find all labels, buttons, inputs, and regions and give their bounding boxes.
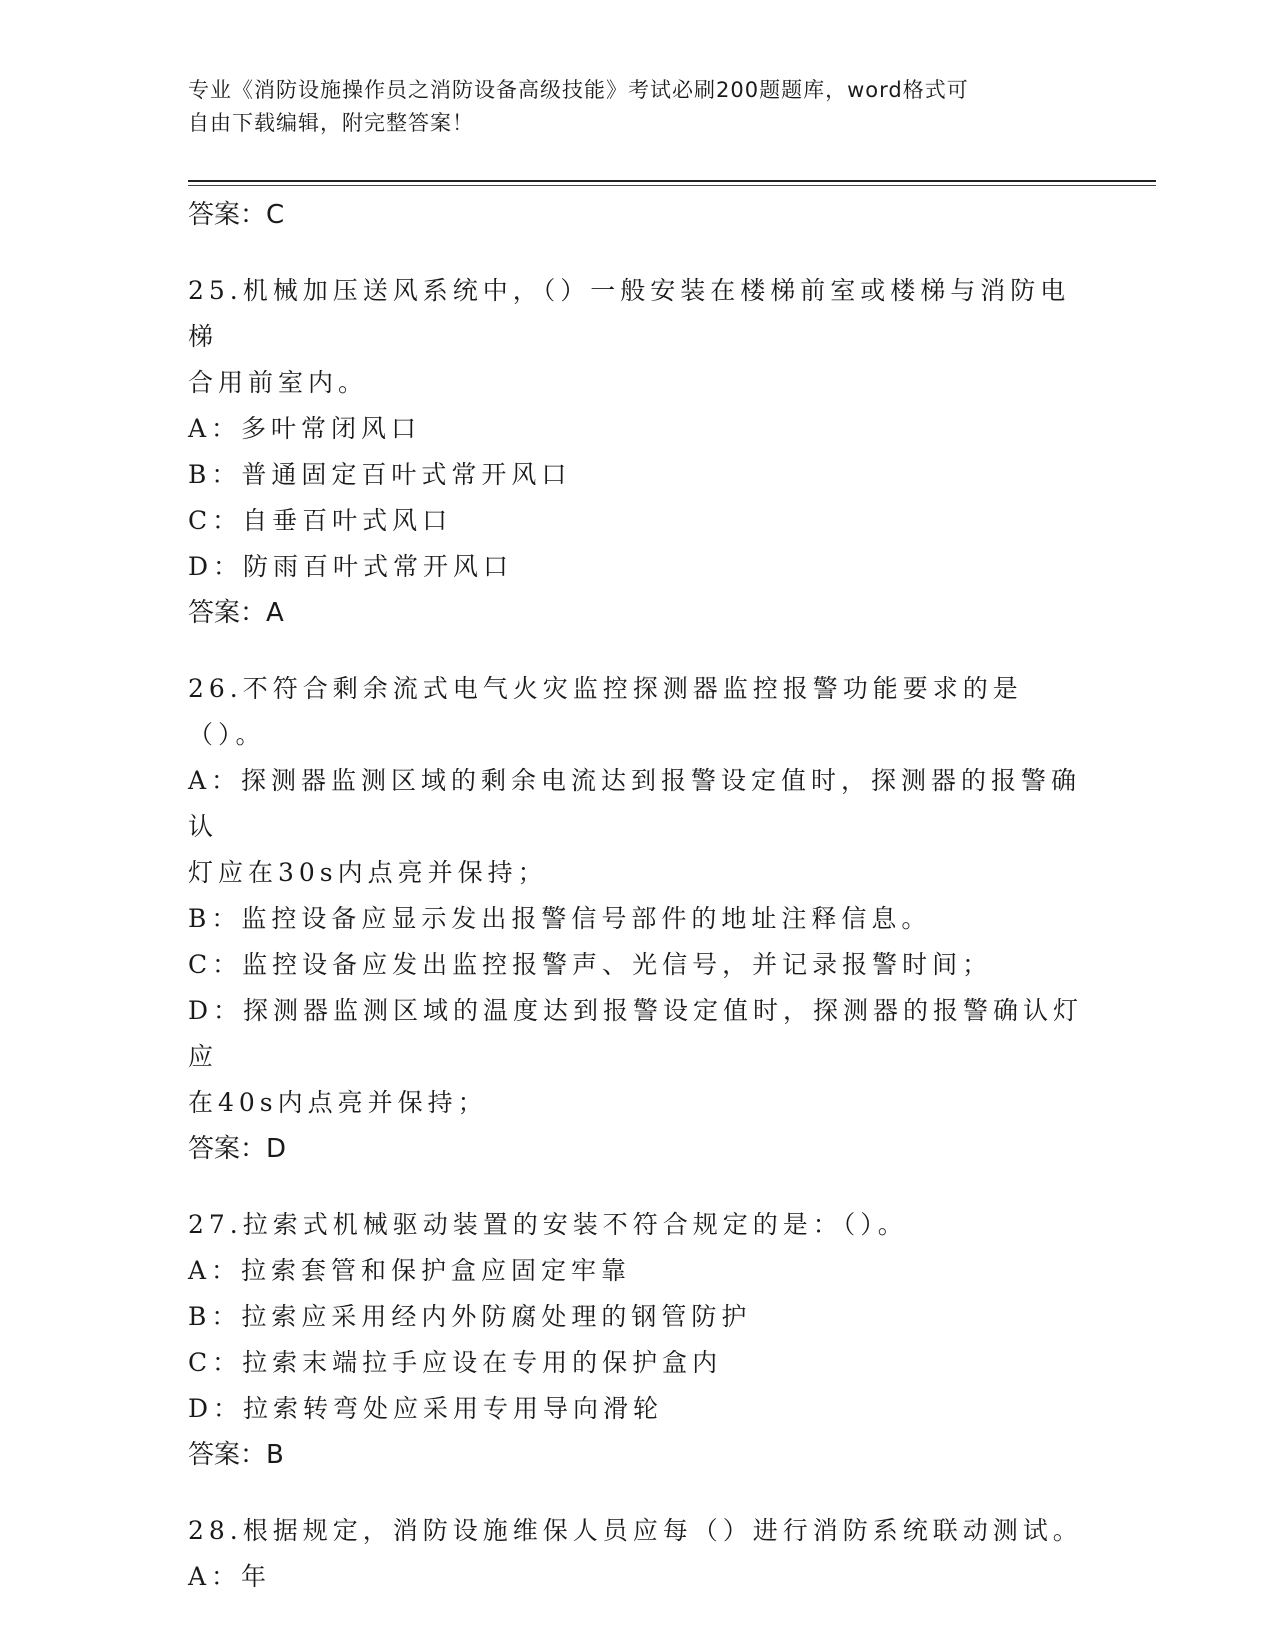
previous-answer-block [188,192,1088,238]
question-option: C：监控设备应发出监控报警声、光信号，并记录报警时间； [188,950,993,979]
question-block [188,1508,1088,1600]
question-list [188,192,1088,1630]
question-block [188,1202,1088,1478]
question-option: C：自垂百叶式风口 [188,506,453,535]
question-option: B：监控设备应显示发出报警信号部件的地址注释信息。 [188,904,932,933]
question-option: A：拉索套管和保护盒应固定牢靠 [188,1256,632,1285]
previous-answer: 答案：C [188,200,285,230]
question-option: 灯应在30s内点亮并保持； [188,858,548,887]
question-option: D：防雨百叶式常开风口 [188,552,514,581]
question-option: 在40s内点亮并保持； [188,1088,488,1117]
document-header [188,74,1088,140]
question-option: D：探测器监测区域的温度达到报警设定值时，探测器的报警确认灯应 [188,996,1084,1071]
question-stem: 26.不符合剩余流式电气火灾监控探测器监控报警功能要求的是（）。 [188,674,1023,749]
question-stem: 合用前室内。 [188,368,369,397]
questions-container [188,268,1088,1600]
question-answer: 答案：D [188,1134,287,1164]
question-option: A：多叶常闭风口 [188,414,422,443]
question-option: D：拉索转弯处应采用专用导向滑轮 [188,1394,664,1423]
question-answer: 答案：B [188,1440,284,1470]
header-divider-thin [188,185,1156,186]
question-stem: 28.根据规定，消防设施维保人员应每（）进行消防系统联动测试。 [188,1516,1083,1545]
question-stem: 25.机械加压送风系统中，（）一般安装在楼梯前室或楼梯与消防电梯 [188,276,1071,351]
question-option: A：年 [188,1562,272,1591]
question-block [188,268,1088,636]
question-option: B：普通固定百叶式常开风口 [188,460,572,489]
question-answer: 答案：A [188,598,284,628]
header-divider-thick [188,180,1156,182]
header-line-1: 专业《消防设施操作员之消防设备高级技能》考试必刷200题题库，word格式可 [188,78,969,102]
question-option: B：拉索应采用经内外防腐处理的钢管防护 [188,1302,752,1331]
question-option: A：探测器监测区域的剩余电流达到报警设定值时，探测器的报警确认 [188,766,1082,841]
header-line-2: 自由下载编辑，附完整答案！ [188,111,474,135]
question-option: C：拉索末端拉手应设在专用的保护盒内 [188,1348,723,1377]
question-block [188,666,1088,1172]
question-stem: 27.拉索式机械驱动装置的安装不符合规定的是：（）。 [188,1210,908,1239]
